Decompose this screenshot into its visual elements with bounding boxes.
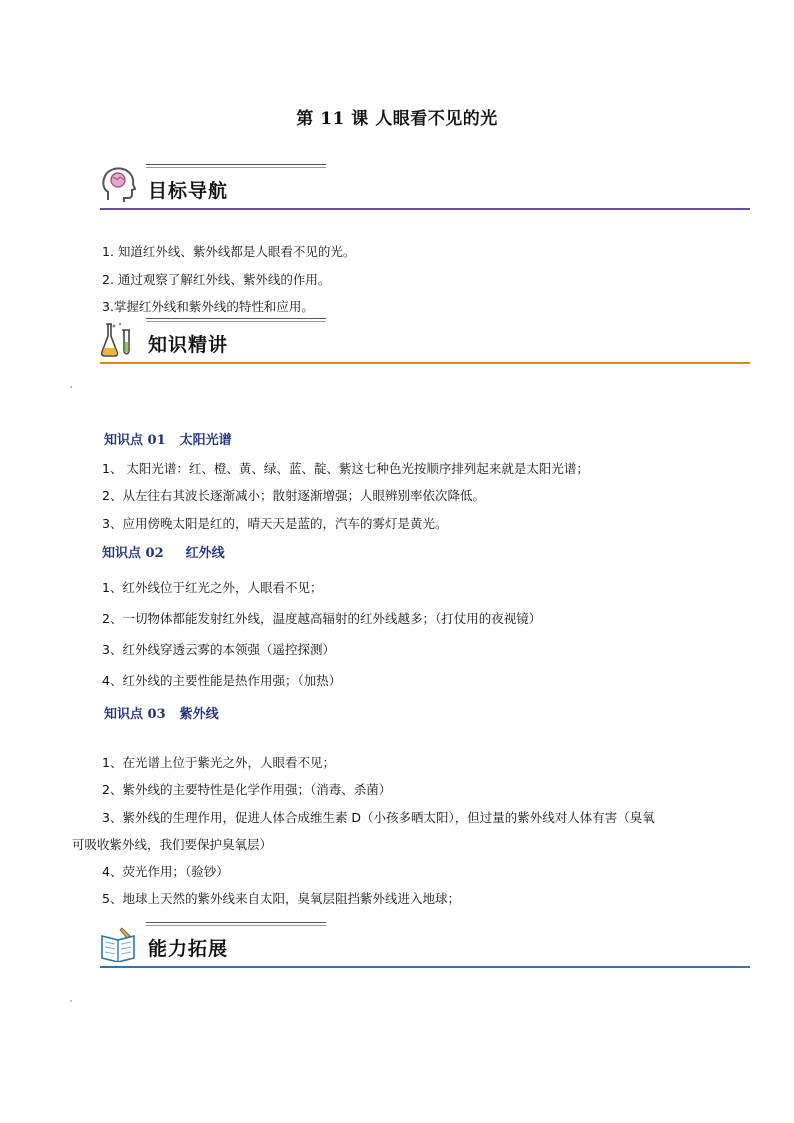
list-item: 1、在光谱上位于紫光之外，人眼看不见； bbox=[102, 755, 335, 770]
list-item: 4、红外线的主要性能是热作用强；（加热） bbox=[102, 673, 342, 688]
goal-item: 1. 知道红外线、紫外线都是人眼看不见的光。 bbox=[102, 244, 356, 259]
knowledge-point-name: 紫外线 bbox=[179, 707, 219, 722]
list-item: 可吸收紫外线，我们要保护臭氧层） bbox=[72, 837, 273, 852]
decorative-line bbox=[146, 922, 326, 923]
goal-item: 2. 通过观察了解红外线、紫外线的作用。 bbox=[102, 272, 331, 287]
knowledge-point-number: 知识点 03 bbox=[104, 707, 166, 722]
decorative-line bbox=[146, 925, 326, 926]
section-header-expand bbox=[100, 920, 750, 968]
knowledge-point-number: 知识点 02 bbox=[102, 546, 164, 561]
section-rule bbox=[100, 208, 750, 210]
goal-item: 3.掌握红外线和紫外线的特性和应用。 bbox=[102, 299, 314, 314]
list-item: 3、红外线穿透云雾的本领强（遥控探测） bbox=[102, 642, 335, 657]
section-title-expand: 能力拓展 bbox=[148, 938, 229, 960]
brain-head-icon bbox=[100, 166, 136, 204]
lab-flask-icon bbox=[100, 320, 136, 358]
knowledge-point-number: 知识点 01 bbox=[104, 433, 166, 448]
knowledge-point-heading bbox=[104, 429, 232, 448]
open-book-icon bbox=[100, 924, 136, 962]
knowledge-point-heading bbox=[104, 703, 219, 722]
knowledge-point-name: 太阳光谱 bbox=[179, 433, 232, 448]
page-title: 第 11 课 人眼看不见的光 bbox=[296, 109, 498, 129]
knowledge-point-heading bbox=[102, 542, 225, 561]
list-item: 2、紫外线的主要特性是化学作用强；（消毒、杀菌） bbox=[102, 782, 392, 797]
decorative-line bbox=[146, 164, 326, 165]
section-rule bbox=[100, 362, 750, 364]
decorative-line bbox=[146, 318, 326, 319]
list-item: 1、 太阳光谱：红、橙、黄、绿、蓝、靛、紫这七种色光按顺序排列起来就是太阳光谱； bbox=[102, 461, 589, 476]
margin-dot bbox=[70, 386, 72, 388]
list-item: 4、荧光作用；（验钞） bbox=[102, 864, 229, 879]
list-item: 1、红外线位于红光之外，人眼看不见； bbox=[102, 580, 323, 595]
list-item: 5、地球上天然的紫外线来自太阳，臭氧层阻挡紫外线进入地球； bbox=[102, 891, 460, 906]
list-item: 2、从左往右其波长逐渐减小；散射逐渐增强；人眼辨别率依次降低。 bbox=[102, 488, 485, 503]
knowledge-point-name: 红外线 bbox=[185, 546, 225, 561]
list-item: 3、应用傍晚太阳是红的，晴天天是蓝的，汽车的雾灯是黄光。 bbox=[102, 516, 448, 531]
section-title-goals: 目标导航 bbox=[148, 180, 229, 202]
list-item: 2、一切物体都能发射红外线，温度越高辐射的红外线越多；（打仗用的夜视镜） bbox=[102, 611, 542, 626]
list-item: 3、紫外线的生理作用，促进人体合成维生素 D（小孩多晒太阳），但过量的紫外线对人体有害（臭氧 bbox=[102, 810, 655, 825]
section-title-knowledge: 知识精讲 bbox=[148, 334, 229, 356]
decorative-line bbox=[146, 167, 326, 168]
margin-dot bbox=[70, 1000, 72, 1002]
section-header-knowledge bbox=[100, 316, 750, 364]
section-rule bbox=[100, 966, 750, 968]
decorative-line bbox=[146, 321, 326, 322]
section-header-goals bbox=[100, 162, 750, 210]
